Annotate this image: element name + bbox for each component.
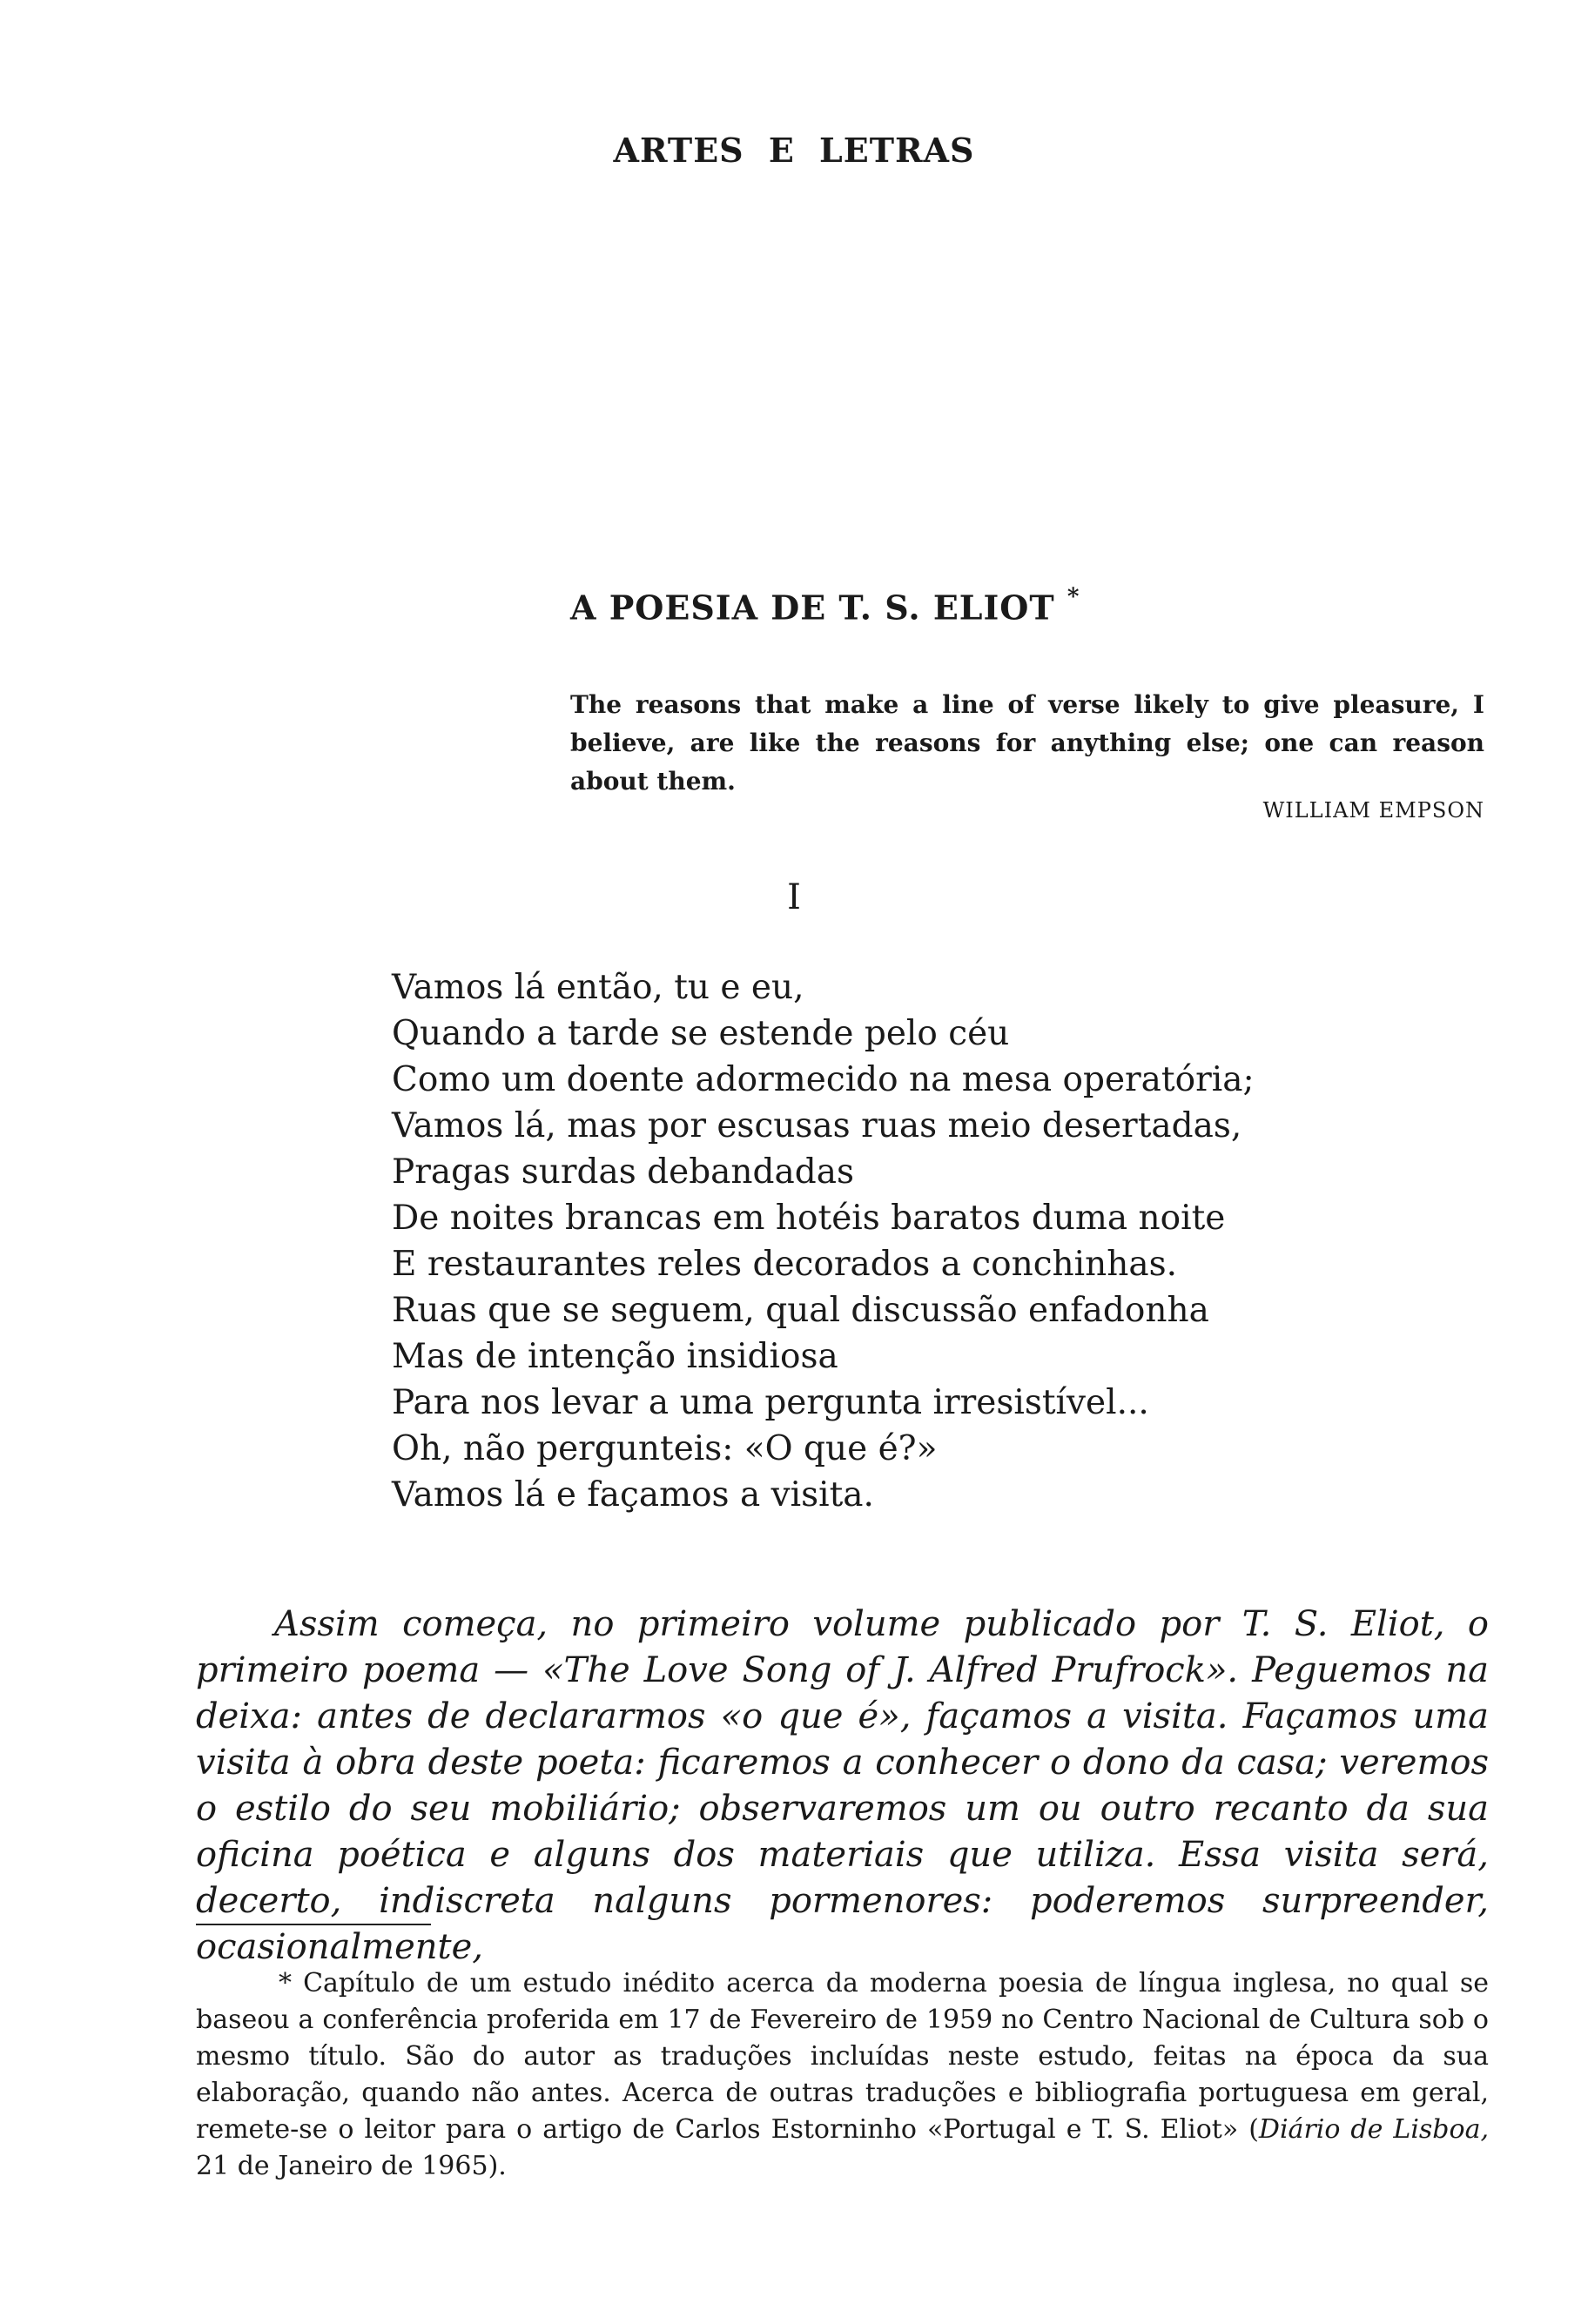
poem-line: Oh, não pergunteis: «O que é?» [392, 1429, 938, 1468]
body-paragraph: Assim começa, no primeiro volume publicado por T. S. Eliot, o primeiro poema — «The Love Song of J. Alfred Prufrock». Peguemos na deixa: antes de declararmos «o que é», façamos a visita. Façamos uma visita à obra deste poeta: ficaremos a conhecer o dono da casa; veremos o estilo do seu mobiliário; observaremos um ou outro recanto da sua oficina poética e alguns dos materiais que utiliza. Essa visita será, decerto, indiscreta nalguns pormenores: poderemos surpreender, ocasionalmente, [196, 1604, 1489, 1967]
part-numeral: I [787, 877, 801, 917]
footnote-divider [196, 1924, 431, 1925]
poem-line: Vamos lá e façamos a visita. [392, 1475, 874, 1515]
poem-line: Para nos levar a uma pergunta irresistível... [392, 1383, 1149, 1422]
footnote [196, 1965, 1489, 2185]
poem-line: E restaurantes reles decorados a conchinhas. [392, 1245, 1178, 1284]
poem-line: Como um doente adormecido na mesa operatória; [392, 1060, 1255, 1099]
footnote-source-title: Diário de Lisboa, [1258, 2114, 1489, 2145]
poem-line: Vamos lá, mas por escusas ruas meio desertadas, [392, 1106, 1242, 1145]
epigraph-author: WILLIAM EMPSON [1262, 798, 1484, 823]
article-title [570, 584, 1080, 628]
footnote-mark: * [279, 1968, 292, 1998]
article-title-text: A POESIA DE T. S. ELIOT [570, 588, 1055, 628]
poem-line: Pragas surdas debandadas [392, 1152, 854, 1192]
poem-stanza [392, 964, 1255, 1518]
footnote-marker: * [1067, 584, 1080, 610]
poem-line: Mas de intenção insidiosa [392, 1337, 838, 1376]
poem-line: Ruas que se seguem, qual discussão enfadonha [392, 1291, 1209, 1330]
poem-line: Vamos lá então, tu e eu, [392, 968, 804, 1007]
epigraph-quote: The reasons that make a line of verse likely to give pleasure, I believe, are like the reasons for anything else; one can reason about them. [570, 690, 1484, 796]
footnote-text: Capítulo de um estudo inédito acerca da moderna poesia de língua inglesa, no qual se baseou a conferência proferida em 17 de Fevereiro de 1959 no Centro Nacional de Cultura sob o mesmo título. São do autor as traduções incluídas neste estudo, feitas na época da sua elaboração, quando não antes. Acerca de outras traduções e bibliografia portuguesa em geral, remete-se o leitor para o artigo de Carlos Estorninho «Portugal e T. S. Eliot» ( [196, 1968, 1489, 2145]
poem-line: Quando a tarde se estende pelo céu [392, 1014, 1010, 1053]
section-heading: ARTES E LETRAS [613, 131, 975, 170]
footnote-text-end: 21 de Janeiro de 1965). [196, 2151, 507, 2181]
poem-line: De noites brancas em hotéis baratos duma noite [392, 1199, 1226, 1238]
